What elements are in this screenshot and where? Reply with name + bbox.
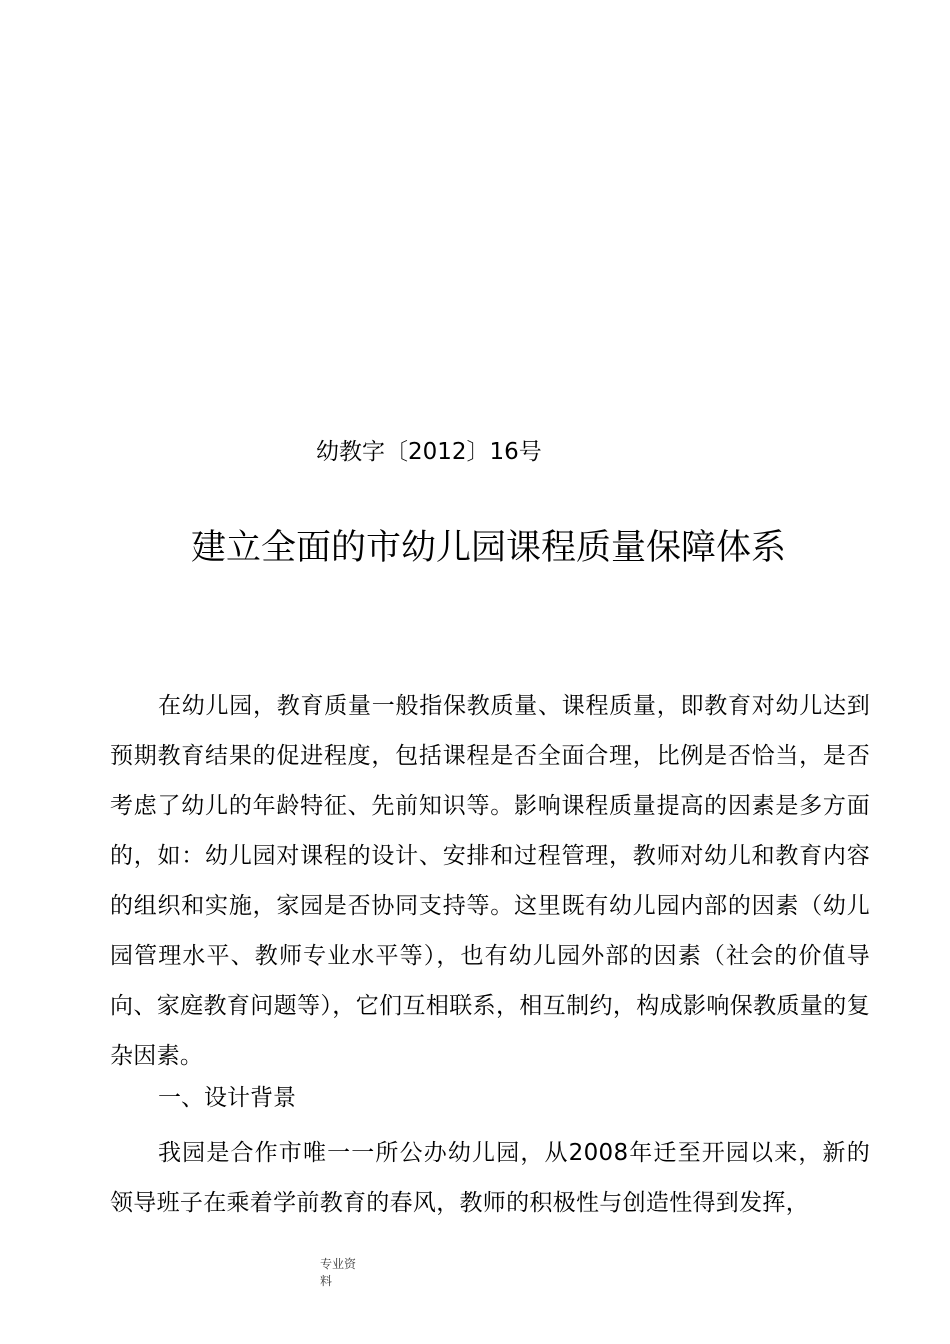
document-number: 幼教字〔2012〕16号	[316, 439, 542, 465]
document-title: 建立全面的市幼儿园课程质量保障体系	[191, 528, 787, 568]
section-heading-background: 一、设计背景	[158, 1085, 296, 1111]
page-footer: 专业资料	[320, 1257, 357, 1288]
body-paragraph-2: 我园是合作市唯一一所公办幼儿园，从2008年迁至开园以来，新的领导班子在乘着学前教育的春风，教师的积极性与创造性得到发挥，	[110, 1140, 870, 1216]
body-paragraph-1: 在幼儿园，教育质量一般指保教质量、课程质量，即教育对幼儿达到预期教育结果的促进程度，包括课程是否全面合理，比例是否恰当，是否考虑了幼儿的年龄特征、先前知识等。影响课程质量提高的因素是多方面的，如：幼儿园对课程的设计、安排和过程管理，教师对幼儿和教育内容的组织和实施，家园是否协同支持等。这里既有幼儿园内部的因素（幼儿园管理水平、教师专业水平等），也有幼儿园外部的因素（社会的价值导向、家庭教育问题等），它们互相联系，相互制约，构成影响保教质量的复杂因素。	[110, 693, 870, 1069]
